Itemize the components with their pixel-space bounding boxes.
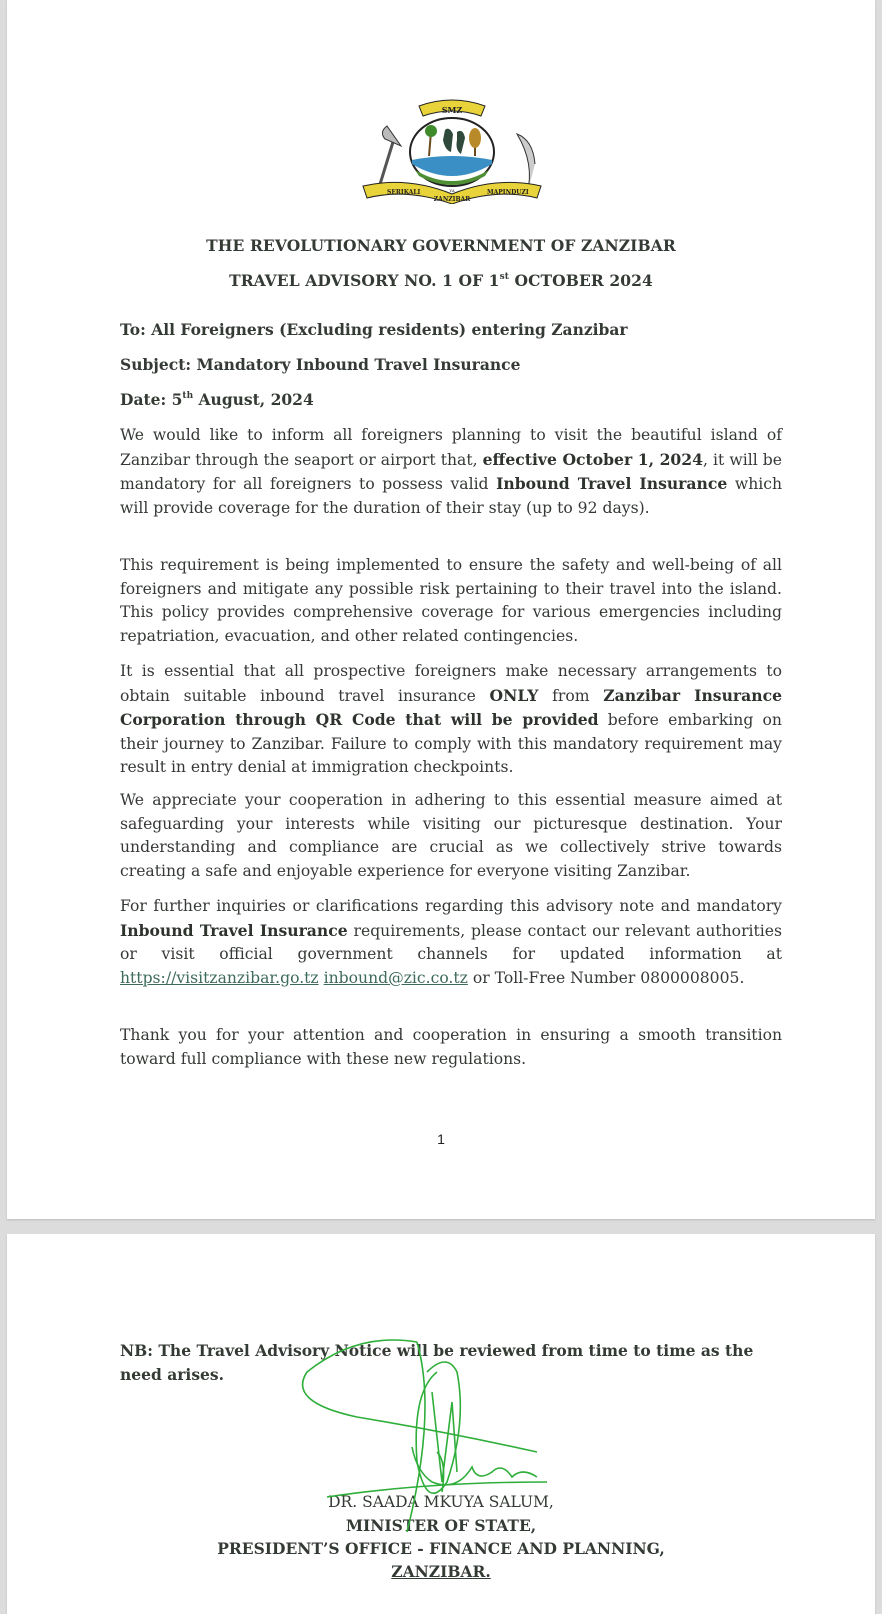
text-run: or Toll-Free Number 0800008005. (467, 968, 745, 987)
date-sup: th (182, 391, 194, 401)
date-line (120, 390, 314, 409)
crest-top-text: SMZ (441, 105, 463, 115)
website-link[interactable]: https://visitzanzibar.go.tz (120, 968, 319, 987)
document-page-1 (7, 0, 875, 1219)
subject-line: Subject: Mandatory Inbound Travel Insurance (120, 355, 521, 374)
bold-insurance-name: Inbound Travel Insurance (496, 474, 728, 494)
paragraph-effective-date (120, 424, 782, 520)
signatory-office: PRESIDENT’S OFFICE - FINANCE AND PLANNING, (217, 1539, 665, 1558)
paragraph-requirement (120, 660, 782, 780)
text-run: , it will be mandatory for all foreigners to possess valid (120, 450, 782, 494)
crest-ribbon-right: MAPINDUZI (487, 189, 529, 196)
crest-ribbon-center: ZANZIBAR (433, 196, 471, 203)
text-run: We would like to inform all foreigners planning to visit the beautiful island of Zanzibar through the seaport or airport that, (120, 426, 782, 469)
advisory-title-suffix: OCTOBER 2024 (509, 271, 653, 290)
text-run: from (538, 686, 604, 705)
paragraph-appreciation: We appreciate your cooperation in adhering to this essential measure aimed at safeguarding your interests while visiting our picturesque destination. Your understanding and compliance are crucial as we collectively strive towards creating a safe and enjoyable experience for everyone visiting Zanzibar. (120, 791, 782, 880)
paragraph-purpose: This requirement is being implemented to ensure the safety and well-being of all foreigners and mitigate any possible risk pertaining to their travel into the island. This policy provides comprehensive coverage for various emergencies including repatriation, evacuation, and other related contingencies. (120, 556, 782, 645)
text-run: requirements, please contact our relevant authorities or visit official government channels for updated information at (120, 921, 782, 964)
advisory-title-sup: st (499, 272, 510, 282)
crest-ribbon-mid: YA (449, 188, 455, 193)
signatory-place: ZANZIBAR. (391, 1562, 491, 1581)
paragraph-inquiries (120, 895, 782, 990)
text-run: It is essential that all prospective foreigners make necessary arrangements to obtain suitable inbound travel insurance (120, 662, 782, 705)
date-prefix: Date: 5 (120, 390, 183, 409)
bold-only: ONLY (489, 685, 539, 705)
text-run: For further inquiries or clarifications regarding this advisory note and mandatory (120, 897, 782, 915)
date-suffix: August, 2024 (193, 390, 314, 409)
document-page-2 (7, 1234, 875, 1614)
page-number: 1 (437, 1131, 445, 1147)
signatory-block (7, 1491, 875, 1583)
signatory-title: MINISTER OF STATE, (345, 1516, 537, 1535)
crest-ribbon-left: SERIKALI (387, 189, 421, 196)
nb-note: NB: The Travel Advisory Notice will be reviewed from time to time as the need arises. (120, 1341, 754, 1384)
signatory-name: DR. SAADA MKUYA SALUM, (328, 1493, 554, 1511)
email-link[interactable]: inbound@zic.co.tz (323, 968, 468, 987)
text-run: before embarking on their journey to Zanzibar. Failure to comply with this mandatory requirement may result in entry denial at immigration checkpoints. (120, 711, 782, 777)
government-title: THE REVOLUTIONARY GOVERNMENT OF ZANZIBAR (206, 236, 676, 255)
text-run: which will provide coverage for the duration of their stay (up to 92 days). (120, 475, 782, 517)
bold-insurance-name: Inbound Travel Insurance (120, 920, 348, 940)
bold-provider: Zanzibar Insurance Corporation through QR Code that will be provided (120, 685, 783, 730)
advisory-title-prefix: TRAVEL ADVISORY NO. 1 OF 1 (229, 271, 500, 290)
addressee-line: To: All Foreigners (Excluding residents) entering Zanzibar (120, 320, 628, 339)
zanzibar-coat-of-arms-icon (357, 94, 547, 204)
bold-effective-date: effective October 1, 2024 (482, 449, 703, 469)
paragraph-thanks: Thank you for your attention and cooperation in ensuring a smooth transition toward full compliance with these new regulations. (120, 1026, 782, 1068)
advisory-title (7, 271, 875, 290)
